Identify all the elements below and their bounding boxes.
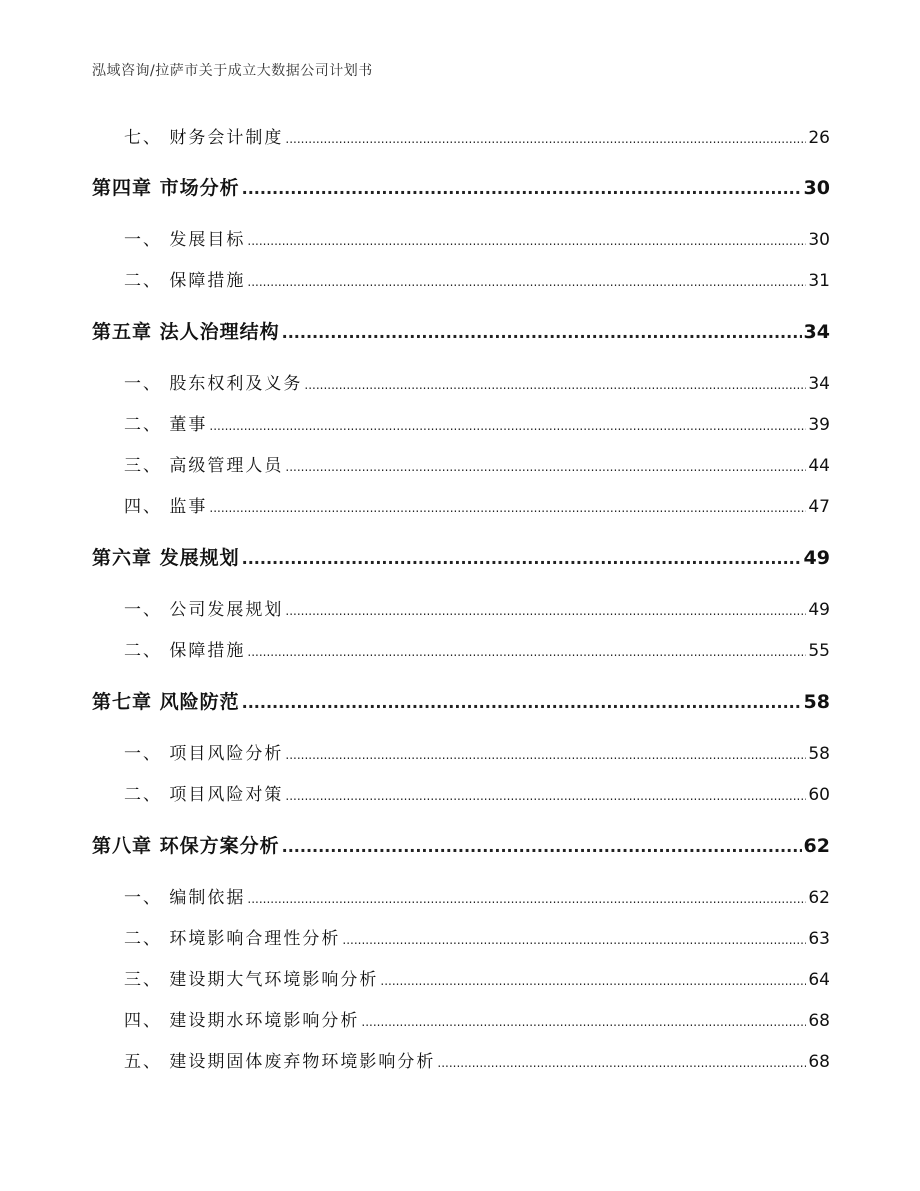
toc-dot-leader [247,645,806,659]
toc-page-number: 26 [808,128,830,148]
toc-dot-leader [242,179,802,198]
toc-dot-leader [285,789,806,803]
toc-entry-section[interactable] [124,595,830,620]
toc-entry-section[interactable] [124,492,830,517]
toc-entry-label: 第七章 风险防范 [92,691,240,713]
toc-dot-leader [282,837,802,856]
toc-entry-label: 四、 建设期水环境影响分析 [124,1011,360,1031]
toc-entry-chapter[interactable] [92,173,830,200]
toc-page-number: 30 [808,230,830,250]
toc-entry-section[interactable] [124,636,830,661]
toc-entry-label: 二、 项目风险对策 [124,785,284,805]
toc-entry-section[interactable] [124,780,830,805]
toc-entry-label: 一、 公司发展规划 [124,600,284,620]
toc-page-number: 31 [808,271,830,291]
toc-entry-label: 四、 监事 [124,497,208,517]
toc-dot-leader [380,974,806,988]
toc-entry-label: 二、 董事 [124,415,208,435]
toc-entry-chapter[interactable] [92,543,830,570]
toc-entry-section[interactable] [124,369,830,394]
toc-page-number: 58 [808,744,830,764]
running-header: 泓域咨询/拉萨市关于成立大数据公司计划书 [92,63,373,79]
toc-entry-chapter[interactable] [92,831,830,858]
toc-entry-label: 二、 保障措施 [124,641,246,661]
toc-entry-section[interactable] [124,225,830,250]
toc-dot-leader [285,748,806,762]
toc-entry-label: 一、 项目风险分析 [124,744,284,764]
toc-entry-section[interactable] [124,965,830,990]
toc-entry-chapter[interactable] [92,317,830,344]
toc-page-number: 58 [803,691,830,713]
toc-page-number: 62 [803,835,830,857]
toc-dot-leader [209,419,806,433]
toc-entry-section[interactable] [124,924,830,949]
toc-page-number: 55 [808,641,830,661]
toc-entry-section[interactable] [124,739,830,764]
toc-entry-section[interactable] [124,266,830,291]
toc-dot-leader [342,933,806,947]
toc-page-number: 49 [803,547,830,569]
toc-page-number: 68 [808,1052,830,1072]
toc-dot-leader [304,378,806,392]
toc-page-number: 63 [808,929,830,949]
toc-dot-leader [285,604,806,618]
toc-dot-leader [247,275,806,289]
toc-page-number: 44 [808,456,830,476]
toc-entry-section[interactable] [124,410,830,435]
toc-dot-leader [242,549,802,568]
toc-page-number: 47 [808,497,830,517]
toc-page-number: 30 [803,177,830,199]
toc-entry-section[interactable] [124,123,830,148]
toc-dot-leader [361,1015,806,1029]
toc-entry-label: 第八章 环保方案分析 [92,835,280,857]
toc-dot-leader [437,1056,806,1070]
toc-page-number: 64 [808,970,830,990]
toc-entry-section[interactable] [124,1047,830,1072]
toc-page-number: 62 [808,888,830,908]
toc-dot-leader [285,132,806,146]
toc-page-number: 39 [808,415,830,435]
toc-dot-leader [209,501,806,515]
toc-entry-section[interactable] [124,1006,830,1031]
toc-entry-label: 三、 高级管理人员 [124,456,284,476]
toc-entry-label: 七、 财务会计制度 [124,128,284,148]
toc-entry-section[interactable] [124,883,830,908]
toc-page-number: 34 [803,321,830,343]
toc-dot-leader [247,234,806,248]
toc-page-number: 68 [808,1011,830,1031]
toc-dot-leader [247,892,806,906]
toc-entry-label: 第六章 发展规划 [92,547,240,569]
toc-entry-label: 一、 股东权利及义务 [124,374,303,394]
toc-entry-label: 一、 编制依据 [124,888,246,908]
toc-entry-label: 三、 建设期大气环境影响分析 [124,970,379,990]
toc-entry-chapter[interactable] [92,687,830,714]
toc-entry-label: 二、 保障措施 [124,271,246,291]
toc-entry-label: 一、 发展目标 [124,230,246,250]
toc-page-number: 49 [808,600,830,620]
toc-dot-leader [285,460,806,474]
toc-page-number: 34 [808,374,830,394]
toc-dot-leader [242,693,802,712]
toc-entry-label: 第四章 市场分析 [92,177,240,199]
toc-entry-label: 第五章 法人治理结构 [92,321,280,343]
toc-entry-label: 二、 环境影响合理性分析 [124,929,341,949]
toc-dot-leader [282,323,802,342]
toc-page-number: 60 [808,785,830,805]
toc-entry-section[interactable] [124,451,830,476]
toc-entry-label: 五、 建设期固体废弃物环境影响分析 [124,1052,436,1072]
